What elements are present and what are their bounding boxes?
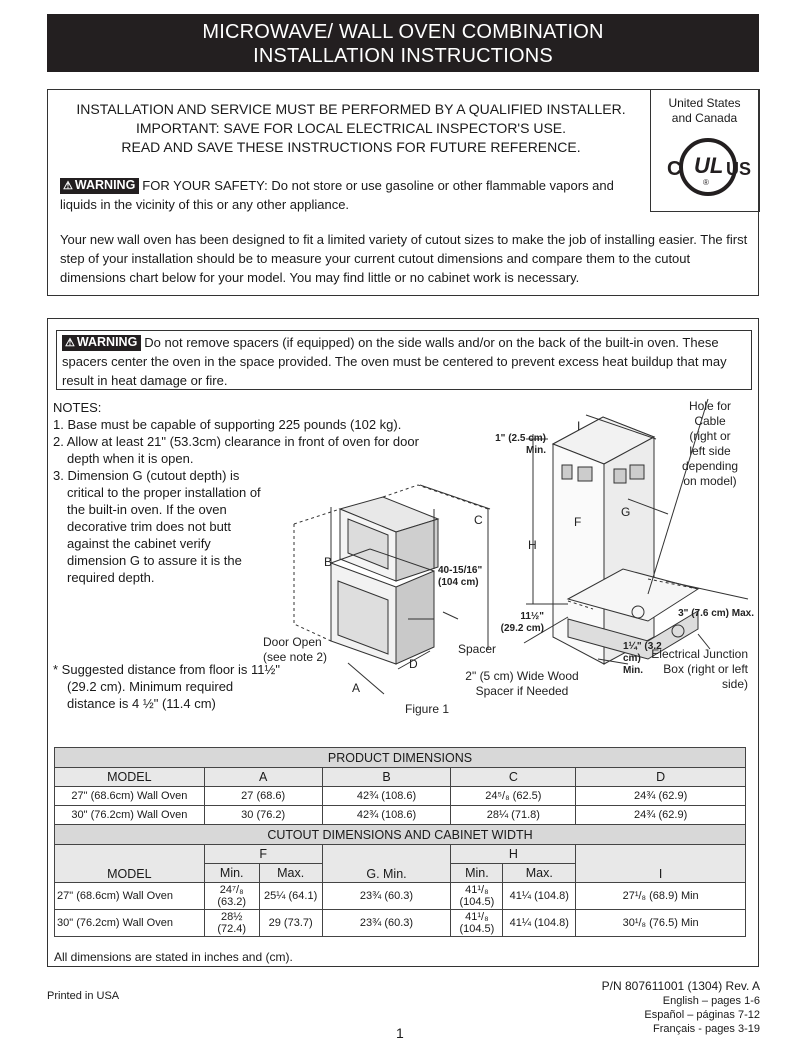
- col-d: D: [576, 768, 746, 787]
- ul-logo-icon: [663, 136, 753, 198]
- dim-label-f: F: [574, 515, 582, 529]
- requirement-line-3: READ AND SAVE THESE INSTRUCTIONS FOR FUTURE REFERENCE.: [121, 139, 581, 155]
- cell-model: 30" (76.2cm) Wall Oven: [55, 910, 205, 937]
- warning-badge-label: WARNING: [74, 178, 136, 192]
- dim-label-1in: 1" (2.5 cm) Min.: [495, 433, 546, 456]
- table-row: [55, 910, 746, 937]
- hole-for-cable-label: Hole for Cable (right or left side depending on model): [682, 399, 739, 488]
- product-dimensions-title: PRODUCT DIMENSIONS: [55, 748, 746, 768]
- dim-label-a: A: [352, 681, 361, 695]
- col-f-max: Max.: [259, 864, 322, 883]
- col-group-f: F: [204, 845, 322, 864]
- cell-model: 27" (68.6cm) Wall Oven: [55, 883, 205, 910]
- cell-i: 27¹/₈ (68.9) Min: [576, 883, 746, 910]
- cell-h-min: 41¹/₈ (104.5): [451, 883, 503, 910]
- table-row: [55, 883, 746, 910]
- spacer-label: Spacer: [458, 642, 497, 656]
- title-line-2: INSTALLATION INSTRUCTIONS: [253, 45, 553, 67]
- product-table-header: [55, 768, 746, 787]
- cutout-group-header: [55, 845, 746, 864]
- notes-heading: NOTES:: [53, 400, 102, 415]
- col-h-min: Min.: [451, 864, 503, 883]
- col-i: I: [576, 845, 746, 883]
- col-g-min: G. Min.: [322, 845, 451, 883]
- dim-label-40: 40-15/16" (104 cm): [438, 565, 483, 588]
- junction-box-label: Electrical Junction Box (right or left side): [651, 647, 748, 691]
- cell-b: 42¾ (108.6): [322, 806, 451, 825]
- title-line-1: MICROWAVE/ WALL OVEN COMBINATION: [202, 21, 604, 43]
- note-3: 3. Dimension G (cutout depth) is critical to the proper installation of the built-in oven. If the oven decorative trim does not butt against the cabinet verify dimension G to assure it is the required depth.: [53, 468, 261, 585]
- dim-label-i: I: [577, 419, 581, 433]
- installation-box: [47, 318, 759, 967]
- col-h-max: Max.: [503, 864, 576, 883]
- printed-in: Printed in USA: [47, 990, 120, 1002]
- cell-d: 24¾ (62.9): [576, 787, 746, 806]
- ul-logo-ul: UL: [693, 152, 723, 178]
- ul-logo-c: C: [666, 157, 681, 180]
- note-1: 1. Base must be capable of supporting 225 pounds (102 kg).: [53, 417, 402, 432]
- col-f-min: Min.: [204, 864, 259, 883]
- ul-logo-registered: ®: [702, 177, 709, 187]
- cell-b: 42¾ (108.6): [322, 787, 451, 806]
- col-model: MODEL: [55, 768, 205, 787]
- cell-f-min: 28½ (72.4): [204, 910, 259, 937]
- intro-box: [47, 89, 759, 296]
- dim-label-3: 3" (7.6 cm) Max.: [678, 608, 754, 619]
- ul-certification-box: [650, 89, 760, 212]
- footnote-text: * Suggested distance from floor is 11½" (29.2 cm). Minimum required distance is 4 ½" (11.4 cm): [53, 662, 280, 711]
- requirement-line-1: INSTALLATION AND SERVICE MUST BE PERFORMED BY A QUALIFIED INSTALLER.: [76, 101, 626, 117]
- cell-model: 30" (76.2cm) Wall Oven: [55, 806, 205, 825]
- cell-h-min: 41¹/₈ (104.5): [451, 910, 503, 937]
- ul-logo-us: US: [725, 158, 751, 179]
- dim-label-c: C: [474, 513, 483, 527]
- cell-model: 27" (68.6cm) Wall Oven: [55, 787, 205, 806]
- cell-a: 27 (68.6): [204, 787, 322, 806]
- spacer-warning-text: Do not remove spacers (if equipped) on the side walls and/or on the back of the built-in oven. These spacers center the oven in the space provided. The oven must be centered to prevent excess heat buildup that may result in heat damage or fire.: [62, 335, 727, 388]
- cell-f-max: 25¼ (64.1): [259, 883, 322, 910]
- lang-english: English – pages 1-6: [662, 995, 760, 1007]
- note-2: 2. Allow at least 21" (53.3cm) clearance in front of oven for door depth when it is open.: [53, 434, 419, 466]
- ul-region-line-2: and Canada: [671, 110, 738, 125]
- dim-label-h: H: [528, 538, 537, 552]
- dimensions-note: All dimensions are stated in inches and (cm).: [54, 950, 293, 964]
- dim-label-b: B: [324, 555, 333, 569]
- dim-label-114: 1¼" (3.2 cm) Min.: [623, 641, 662, 676]
- part-number: P/N 807611001 (1304) Rev. A: [601, 979, 760, 993]
- ul-region-line-1: United States: [668, 95, 741, 110]
- cell-c: 24⁵/₈ (62.5): [451, 787, 576, 806]
- safety-text: FOR YOUR SAFETY: Do not store or use gasoline or other flammable vapors and liquids in the vicinity of this or any other appliance.: [60, 178, 614, 212]
- requirement-line-2: IMPORTANT: SAVE FOR LOCAL ELECTRICAL INSPECTOR'S USE.: [135, 120, 567, 136]
- cell-a: 30 (76.2): [204, 806, 322, 825]
- dim-label-d: D: [409, 657, 418, 671]
- intro-paragraph: Your new wall oven has been designed to fit a limited variety of cutout sizes to make the job of installing easier. The first step of your installation should be to measure your current cutout dimensions and compare them to the cutout dimensions chart below for your model. You may find little or no cabinet work is necessary.: [60, 232, 748, 285]
- cell-h-max: 41¼ (104.8): [503, 883, 576, 910]
- lang-french: Français - pages 3-19: [653, 1023, 760, 1035]
- col-model: MODEL: [55, 845, 205, 883]
- wood-spacer-label: 2" (5 cm) Wide Wood Spacer if Needed: [465, 669, 579, 698]
- cell-i: 30¹/₈ (76.5) Min: [576, 910, 746, 937]
- cell-h-max: 41¼ (104.8): [503, 910, 576, 937]
- door-open-label: Door Open (see note 2): [263, 635, 328, 664]
- cell-g-min: 23¾ (60.3): [322, 910, 451, 937]
- lang-spanish: Español – páginas 7-12: [644, 1009, 760, 1021]
- figure-caption: Figure 1: [405, 702, 450, 716]
- warning-triangle-icon: ⚠: [65, 337, 75, 349]
- table-row: [55, 787, 746, 806]
- dimensions-table: [54, 747, 746, 937]
- cell-f-min: 24⁷/₈ (63.2): [204, 883, 259, 910]
- col-group-h: H: [451, 845, 576, 864]
- requirements-text: [56, 100, 646, 157]
- cell-d: 24¾ (62.9): [576, 806, 746, 825]
- warning-triangle-icon: ⚠: [63, 180, 73, 192]
- col-a: A: [204, 768, 322, 787]
- cell-c: 28¼ (71.8): [451, 806, 576, 825]
- cell-f-max: 29 (73.7): [259, 910, 322, 937]
- col-b: B: [322, 768, 451, 787]
- document-title: [47, 14, 759, 72]
- cutout-dimensions-title: CUTOUT DIMENSIONS AND CABINET WIDTH: [55, 825, 746, 845]
- page-number: 1: [396, 1025, 404, 1041]
- safety-warning: [60, 176, 640, 214]
- dim-label-11: 11½" (29.2 cm): [500, 611, 544, 634]
- cell-g-min: 23¾ (60.3): [322, 883, 451, 910]
- language-index: [644, 994, 760, 1036]
- warning-badge-label-2: WARNING: [76, 335, 138, 349]
- dim-label-g: G: [621, 505, 631, 519]
- col-c: C: [451, 768, 576, 787]
- warning-badge: [60, 178, 139, 194]
- table-row: [55, 806, 746, 825]
